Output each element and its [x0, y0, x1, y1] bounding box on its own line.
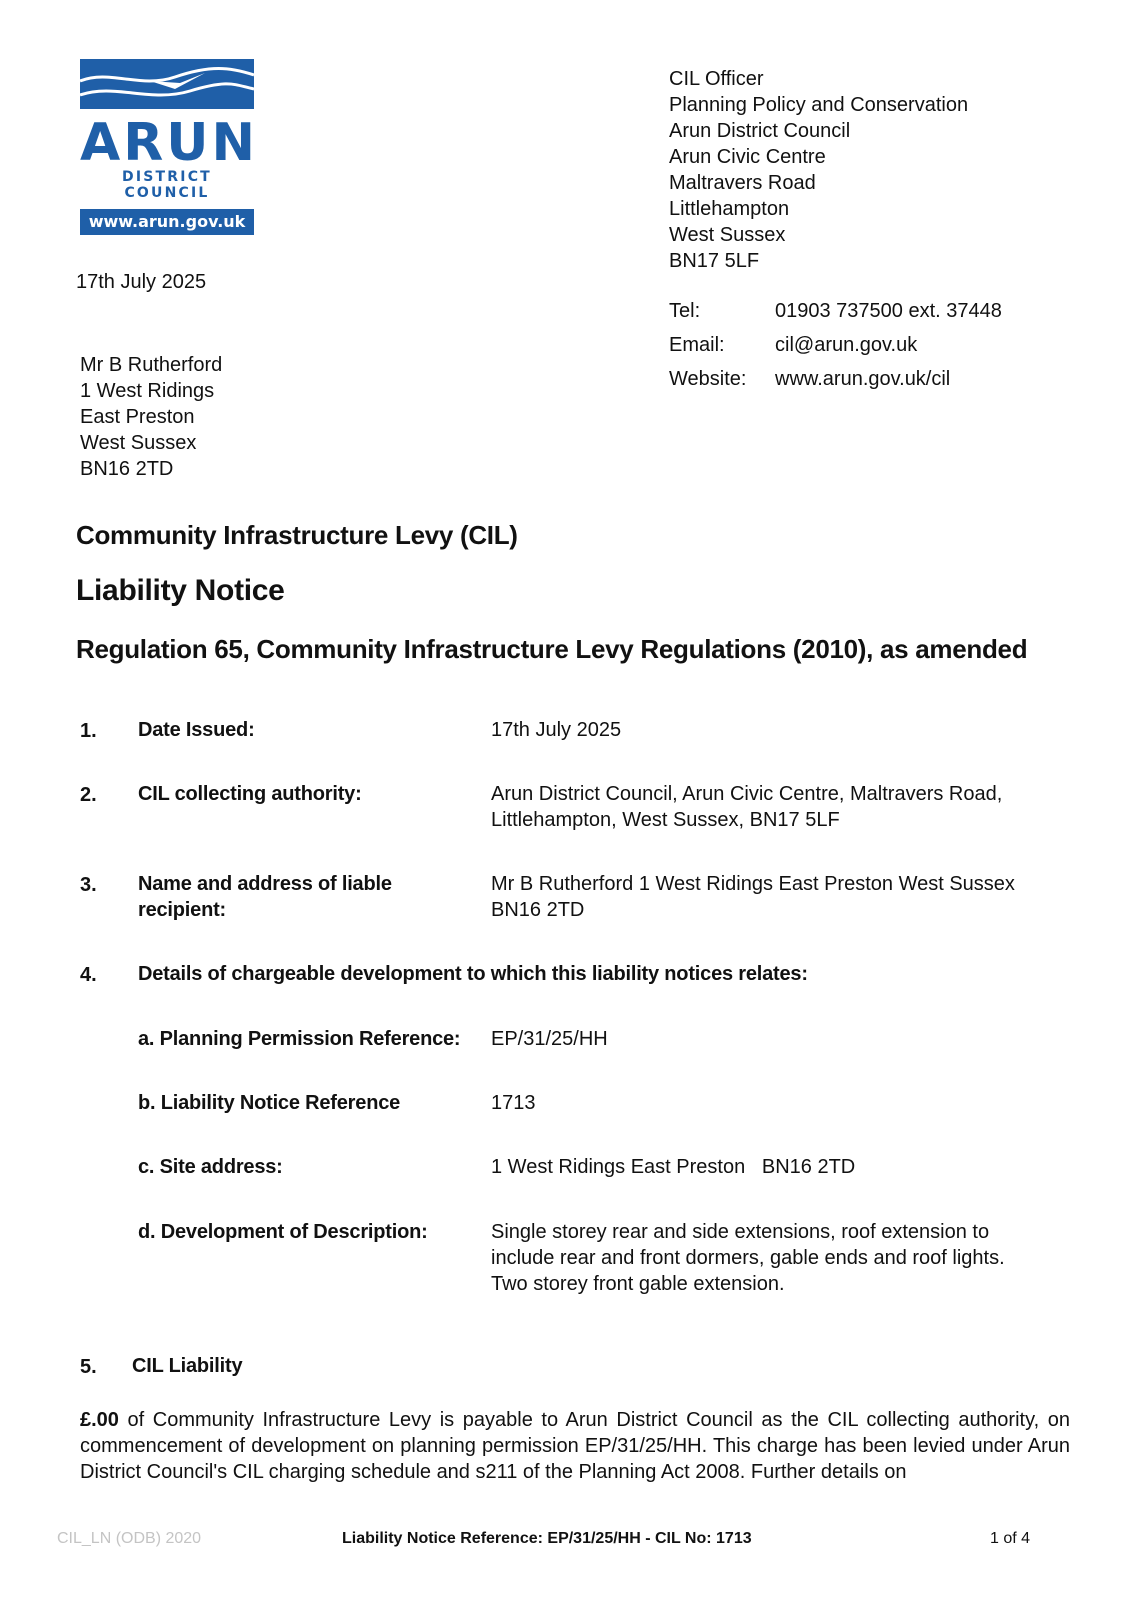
recipient-line: Mr B Rutherford	[80, 354, 223, 376]
email-link[interactable]: cil@arun.gov.uk	[775, 334, 918, 356]
label-line: recipient:	[138, 899, 227, 921]
item-number: 2.	[80, 784, 97, 806]
value-line: Littlehampton, West Sussex, BN17 5LF	[491, 809, 840, 831]
sender-line: Arun District Council	[669, 120, 851, 142]
value-line: Mr B Rutherford 1 West Ridings East Preston West Sussex	[491, 873, 1015, 895]
letter-date: 17th July 2025	[76, 271, 207, 293]
item-value-planning-ref: EP/31/25/HH	[491, 1028, 608, 1050]
regulation-heading: Regulation 65, Community Infrastructure Levy Regulations (2010), as amended	[76, 634, 1028, 664]
value-line: BN16 2TD	[491, 899, 585, 921]
seagull-wave-icon	[80, 59, 254, 109]
item-label-planning-ref: a. Planning Permission Reference:	[138, 1028, 461, 1050]
website-label: Website:	[669, 368, 747, 390]
item-value-site-address: 1 West Ridings East Preston BN16 2TD	[491, 1156, 856, 1178]
email-label: Email:	[669, 334, 725, 356]
value-line: include rear and front dormers, gable ends and roof lights.	[491, 1247, 1005, 1269]
contact-email	[669, 334, 917, 357]
tel-label: Tel:	[669, 300, 701, 322]
value-line: Single storey rear and side extensions, roof extension to	[491, 1221, 990, 1243]
sender-line: Arun Civic Centre	[669, 146, 826, 168]
item-value-description	[491, 1219, 1051, 1297]
item-label-cil-liability: CIL Liability	[132, 1355, 243, 1377]
liability-paragraph	[80, 1407, 1070, 1485]
item-label-date-issued: Date Issued:	[138, 719, 255, 741]
liability-text: of Community Infrastructure Levy is payable to Arun District Council as the CIL collecting authority, on commencement of development on planning permission EP/31/25/HH. This charge has been levied under Arun District Council's CIL charging schedule and s211 of the Planning Act 2008. Further details on	[80, 1409, 1070, 1483]
sender-line: BN17 5LF	[669, 250, 760, 272]
recipient-line: BN16 2TD	[80, 458, 174, 480]
logo-url[interactable]: www.arun.gov.uk	[80, 209, 254, 235]
logo-wordmark: ARUN	[80, 113, 259, 173]
recipient-line: West Sussex	[80, 432, 197, 454]
document-title: Community Infrastructure Levy (CIL)	[76, 520, 518, 550]
recipient-line: 1 West Ridings	[80, 380, 215, 402]
item-label-liability-ref: b. Liability Notice Reference	[138, 1092, 401, 1114]
item-value-liability-ref: 1713	[491, 1092, 536, 1114]
recipient-line: East Preston	[80, 406, 195, 428]
council-logo	[80, 59, 259, 235]
item-number: 5.	[80, 1356, 97, 1378]
sender-line: West Sussex	[669, 224, 786, 246]
item-label-description: d. Development of Description:	[138, 1221, 428, 1243]
contact-tel	[669, 300, 1002, 323]
footer-reference: Liability Notice Reference: EP/31/25/HH - CIL No: 1713	[342, 1530, 752, 1547]
item-value-authority	[491, 781, 1051, 833]
value-line: Two storey front gable extension.	[491, 1273, 785, 1295]
notice-heading: Liability Notice	[76, 574, 285, 607]
tel-value[interactable]: 01903 737500 ext. 37448	[775, 300, 1002, 322]
item-label-site-address: c. Site address:	[138, 1156, 283, 1178]
item-value-recipient	[491, 871, 1051, 923]
value-line: Arun District Council, Arun Civic Centre, Maltravers Road,	[491, 783, 1003, 805]
item-number: 1.	[80, 720, 97, 742]
item-value-date-issued: 17th July 2025	[491, 719, 622, 741]
sender-line: Maltravers Road	[669, 172, 816, 194]
footer-page-number: 1 of 4	[990, 1530, 1031, 1547]
item-label-recipient	[138, 871, 392, 923]
sender-line: Planning Policy and Conservation	[669, 94, 969, 116]
logo-subtitle: DISTRICT COUNCIL	[122, 169, 212, 201]
sender-line: CIL Officer	[669, 68, 764, 90]
recipient-address	[80, 352, 222, 482]
item-number: 4.	[80, 964, 97, 986]
website-link[interactable]: www.arun.gov.uk/cil	[775, 368, 951, 390]
footer-form-code: CIL_LN (ODB) 2020	[57, 1530, 202, 1547]
sender-address	[669, 66, 968, 274]
item-label-authority: CIL collecting authority:	[138, 783, 362, 805]
contact-website	[669, 368, 950, 391]
item-number: 3.	[80, 874, 97, 896]
sender-line: Littlehampton	[669, 198, 790, 220]
item-label-development-details: Details of chargeable development to which this liability notices relates:	[138, 963, 808, 985]
label-line: Name and address of liable	[138, 873, 392, 895]
liability-amount: £.00	[80, 1409, 119, 1431]
